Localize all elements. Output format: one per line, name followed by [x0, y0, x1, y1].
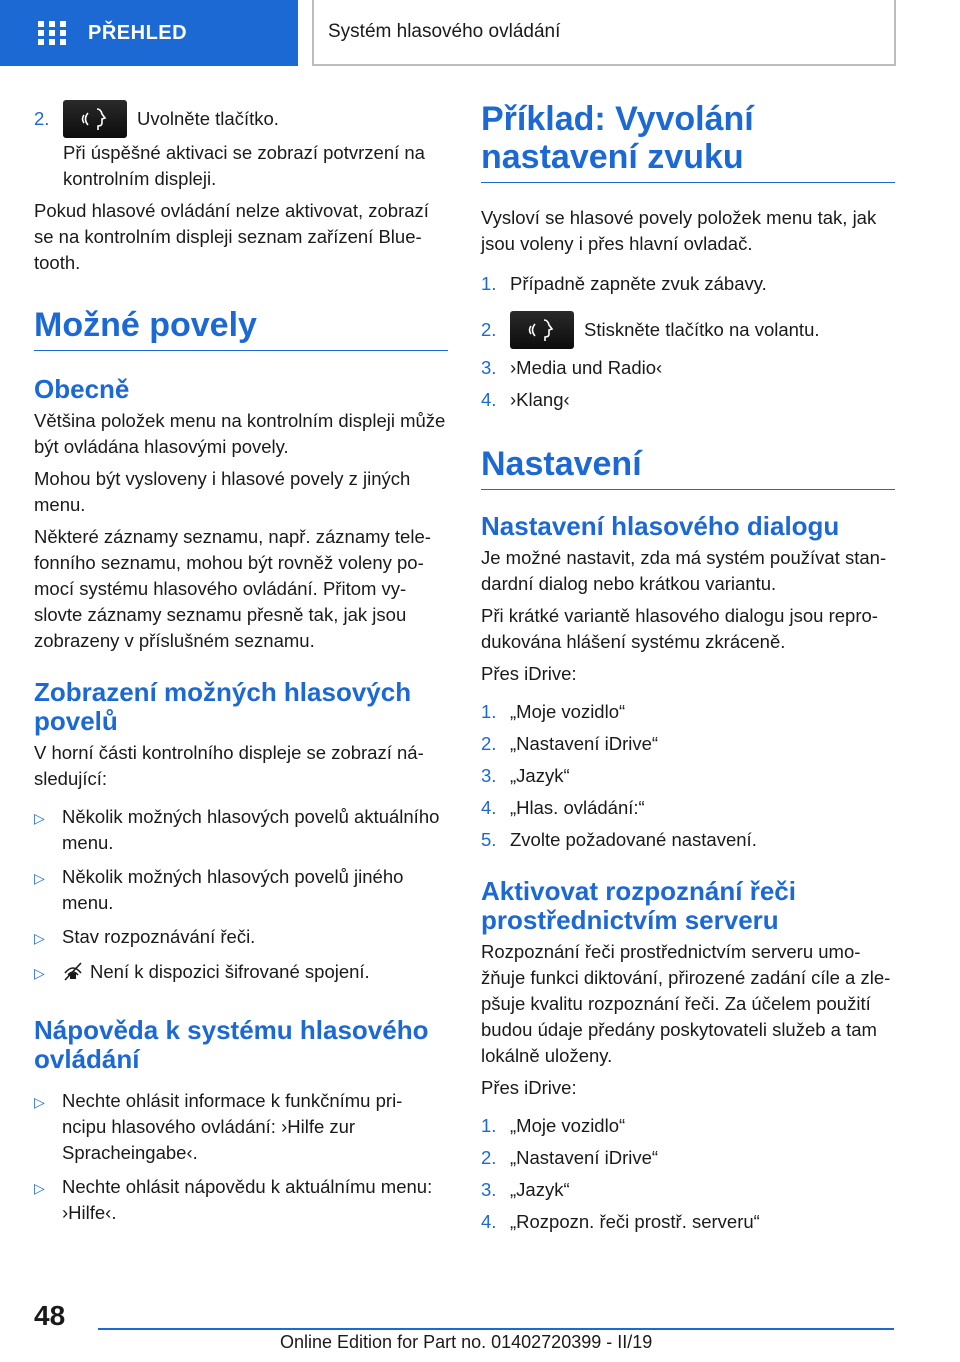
list-item: 1. „Moje vozidlo“ — [481, 1115, 626, 1136]
list-item: 4. „Rozpozn. řeči prostř. serveru“ — [481, 1211, 760, 1232]
subheading-general: Obecně — [34, 374, 130, 404]
list-item: ▷ Několik možných hlasových povelů jiného menu. — [34, 864, 448, 916]
top-bar — [0, 0, 960, 66]
bullet-triangle-icon: ▷ — [34, 965, 45, 981]
subheading-dialog: Nastavení hlasového dialogu — [481, 511, 840, 541]
voice-button-icon — [63, 100, 127, 138]
bullet-triangle-icon: ▷ — [34, 1180, 45, 1196]
list-item: 3. ›Media und Radio‹ — [481, 357, 663, 378]
list-item: 4. ›Klang‹ — [481, 389, 570, 410]
section-heading-example: Příklad: Vyvolání nastavení zvuku — [481, 100, 895, 183]
step-release — [34, 100, 448, 138]
no-encryption-icon — [62, 961, 84, 981]
bullet-triangle-icon: ▷ — [34, 1094, 45, 1110]
paragraph: V horní části kontrolního displeje se zobrazí ná‐ sledující: — [34, 742, 424, 789]
list-item: ▷ Nechte ohlásit informace k funkčnímu pri‐ ncipu hlasového ovládání: ›Hilfe zur Spracheingabe‹. — [34, 1088, 448, 1166]
list-item: 3. „Jazyk“ — [481, 765, 570, 786]
paragraph: Pokud hlasové ovládání nelze aktivovat, zobrazí se na kontrolním displeji seznam zařízení Blue‐ tooth. — [34, 200, 429, 273]
step-note: Při úspěšné aktivaci se zobrazí potvrzení na kontrolním displeji. — [63, 142, 425, 189]
paragraph: Většina položek menu na kontrolním displeji může být ovládána hlasovými povely. — [34, 410, 446, 457]
list-item: 5. Zvolte požadované nastavení. — [481, 829, 757, 850]
paragraph: Při krátké variantě hlasového dialogu jsou repro‐ dukována hlášení systému zkráceně. — [481, 605, 878, 652]
list-item: 2. Stiskněte tlačítko na volantu. — [481, 311, 895, 349]
list-item: ▷ Stav rozpoznávání řeči. — [34, 924, 448, 951]
list-item: ▷ Několik možných hlasových povelů aktuálního menu. — [34, 804, 448, 856]
subheading-help: Nápověda k systému hlasového ovládání — [34, 1015, 429, 1074]
grid-icon — [38, 21, 66, 45]
chapter-title-box[interactable] — [312, 0, 896, 66]
page-number: 48 — [34, 1300, 66, 1331]
edition-note: Online Edition for Part no. 01402720399 - II/19 — [280, 1332, 653, 1352]
list-item: ▷ Není k dispozici šifrované spojení. — [34, 959, 448, 986]
list-item: 4. „Hlas. ovládání:“ — [481, 797, 645, 818]
section-heading-settings: Nastavení — [481, 445, 895, 490]
bullet-triangle-icon: ▷ — [34, 810, 45, 826]
paragraph: Vysloví se hlasové povely položek menu tak, jak jsou voleny i přes hlavní ovladač. — [481, 207, 877, 254]
list-item: 1. „Moje vozidlo“ — [481, 701, 626, 722]
overview-button[interactable] — [0, 0, 298, 66]
subheading-server: Aktivovat rozpoznání řeči prostřednictvím serveru — [481, 876, 796, 935]
voice-button-icon — [510, 311, 574, 349]
paragraph: Přes iDrive: — [481, 1077, 577, 1098]
list-item: ▷ Nechte ohlásit nápovědu k aktuálnímu menu: ›Hilfe‹. — [34, 1174, 448, 1226]
paragraph: Některé záznamy seznamu, např. záznamy tele‐ fonního seznamu, mohou být rovněž voleny po‐ mocí systému hlasového ovládání. Přitom vy‐ slovte záznamy seznamu přesně tak, jak jsou zobrazeny v příslušném seznamu. — [34, 526, 431, 651]
paragraph: Přes iDrive: — [481, 663, 577, 684]
section-heading-possible-commands: Možné povely — [34, 306, 448, 351]
paragraph: Mohou být vysloveny i hlasové povely z jiných menu. — [34, 468, 411, 515]
bullet-triangle-icon: ▷ — [34, 930, 45, 946]
step-number: 2. — [34, 108, 50, 129]
paragraph: Rozpoznání řeči prostřednictvím serveru umo‐ žňuje funkci diktování, přirozené zadání cíle a zle‐ pšuje kvalitu rozpoznání řeči. Za účelem použití budou údaje předány poskytovateli služeb a tam lokálně uloženy. — [481, 941, 891, 1066]
bullet-triangle-icon: ▷ — [34, 870, 45, 886]
right-column — [481, 100, 895, 1241]
subheading-display-commands: Zobrazení možných hlasových povelů — [34, 677, 412, 736]
list-item: 1. Případně zapněte zvuk zábavy. — [481, 273, 767, 294]
step-text: Uvolněte tlačítko. — [137, 108, 279, 129]
overview-label: PŘEHLED — [88, 21, 188, 44]
chapter-title: Systém hlasového ovládání — [328, 21, 561, 42]
paragraph: Je možné nastavit, zda má systém používat stan‐ dardní dialog nebo krátkou variantu. — [481, 547, 887, 594]
left-column — [34, 100, 448, 1234]
footer-divider — [98, 1328, 894, 1330]
list-item: 2. „Nastavení iDrive“ — [481, 733, 659, 754]
list-item: 2. „Nastavení iDrive“ — [481, 1147, 659, 1168]
list-item: 3. „Jazyk“ — [481, 1179, 570, 1200]
